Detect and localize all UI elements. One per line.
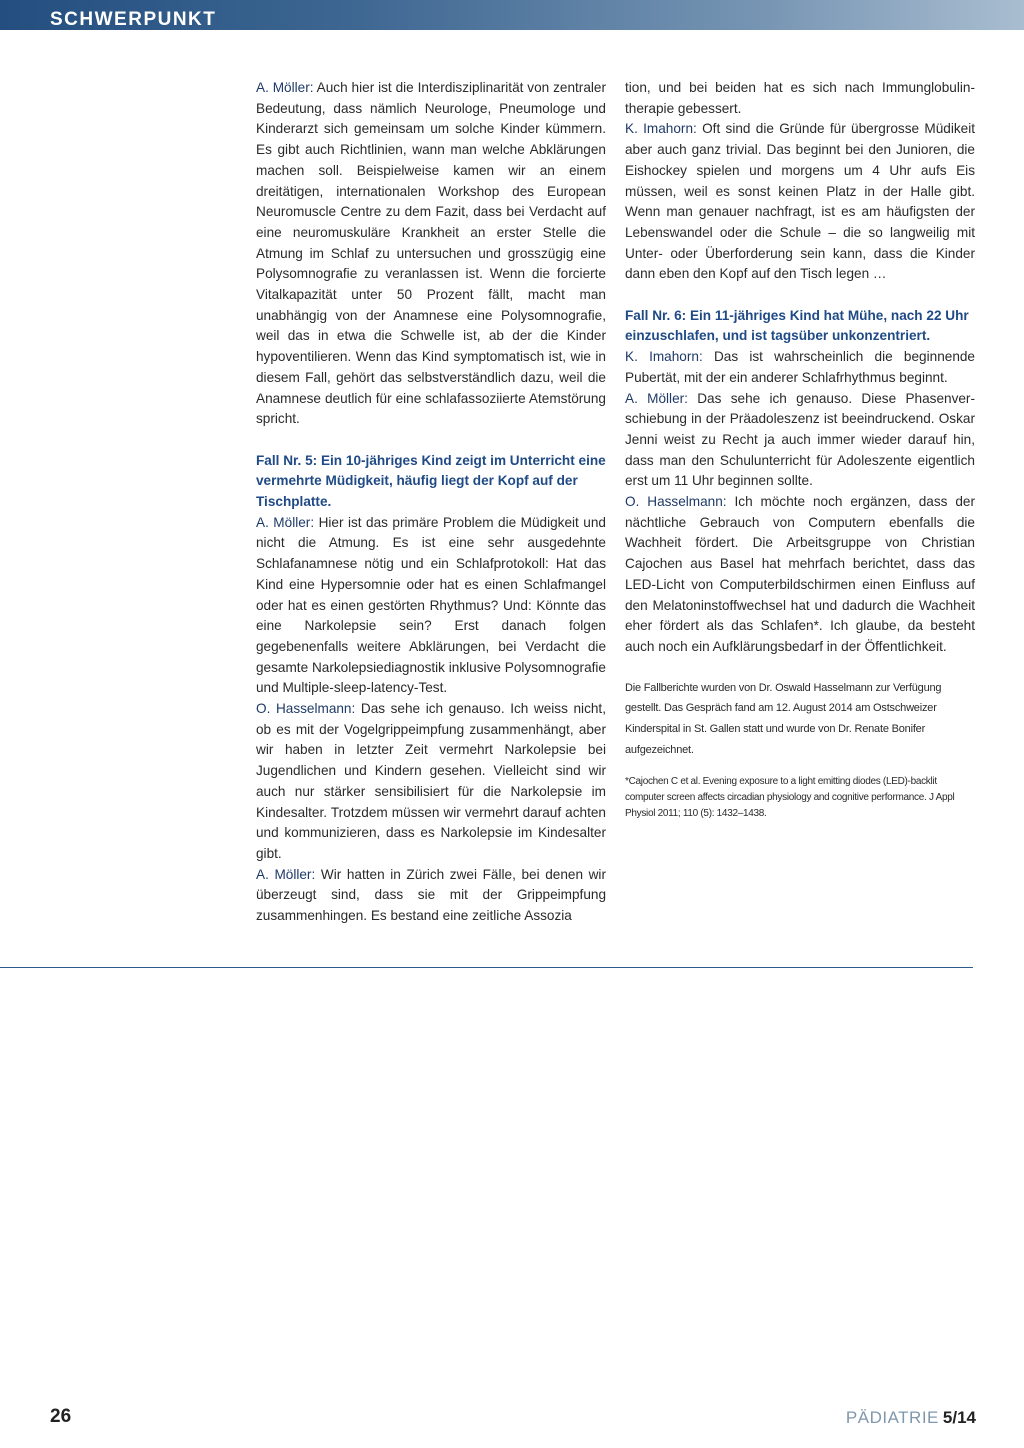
- paragraph: [625, 492, 975, 658]
- paragraph-text: Wir hatten in Zürich zwei Fälle, bei denen wir überzeugt sind, dass sie mit der Grippeimpfung zusammenhingen. Es bestand eine zeitliche Assozia: [256, 866, 606, 924]
- speaker-name: O. Hasselmann:: [625, 494, 727, 510]
- paragraph-text: tion, und bei beiden hat es sich nach Immunglobulintherapie gebessert.: [625, 80, 975, 116]
- journal-brand: [846, 1408, 976, 1428]
- case-heading: Fall Nr. 6: Ein 11-jähriges Kind hat Mühe, nach 22 Uhr einzuschlafen, und ist tagsüber unkonzentriert.: [625, 307, 969, 344]
- article-column-left: [256, 78, 606, 927]
- paragraph-text: Oft sind die Gründe für übergrosse Müdikeit aber auch ganz trivial. Das beginnt bei den Junioren, die Eishockey spielen und morgens um 4 Uhr aufs Eis müssen, weil es sonst keinen Platz in der Halle gibt. Wenn man genauer nachfragt, ist es am häufigsten der Lebenswandel oder die Schule – die so langweilig mit Unter- oder Überforderung sein kann, dass die Kinder dann eben den Kopf auf den Tisch legen …: [625, 121, 975, 282]
- speaker-name: A. Möller:: [256, 866, 316, 882]
- paragraph: [256, 699, 606, 865]
- paragraph-text: Das ist wahrscheinlich die beginnende Pubertät, mit der ein anderer Schlafrhythmus beginnt.: [625, 349, 975, 385]
- paragraph-text: Das sehe ich genauso. Diese Phasenverschiebung in der Präadoleszenz ist beeindruckend. Oskar Jenni weist zu Recht ja auch immer wieder darauf hin, dass man den Schulunterricht für Adoleszente eigentlich erst um 11 Uhr beginnen sollte.: [625, 390, 975, 489]
- journal-name: PÄDIATRIE: [845, 1408, 939, 1427]
- divider-rule: [0, 967, 973, 968]
- page-number: 26: [50, 1406, 72, 1427]
- speaker-name: A. Möller:: [256, 514, 315, 530]
- header-bar: [0, 0, 1024, 30]
- speaker-name: O. Hasselmann:: [256, 701, 356, 717]
- paragraph: [625, 78, 975, 119]
- paragraph: [256, 513, 606, 699]
- paragraph: [625, 389, 975, 493]
- paragraph: [625, 119, 975, 285]
- footnote: *Cajochen C et al. Evening exposure to a light emitting diodes (LED)-backlit computer screen affects circadian physiology and cognitive performance. J Appl Physiol 2011; 110 (5): 1432–1438.: [625, 776, 955, 820]
- case-heading: Fall Nr. 5: Ein 10-jähriges Kind zeigt im Unterricht eine vermehrte Müdigkeit, häufig liegt der Kopf auf der Tischplatte.: [256, 452, 606, 510]
- section-label: SCHWERPUNKT: [50, 9, 217, 30]
- paragraph-text: Das sehe ich genauso. Ich weiss nicht, ob es mit der Vogelgrippeimpfung zusammenhängt, aber wir haben in letzter Zeit vermehrt Narkolepsie bei Jugendlichen und Kindern gesehen. Vielleicht sind wir auch nur stärker sensibilisiert für die Narkolepsie im Kindesalter. Trotzdem müssen wir vermehrt darauf achten und kommunizieren, dass es Narkolepsie im Kindesalter gibt.: [256, 701, 606, 861]
- paragraph-text: Ich möchte noch ergänzen, dass der nächtliche Gebrauch von Computern ebenfalls die Wachheit fördert. Die Arbeitsgruppe von Christian Cajochen aus Basel hat mehrfach berichtet, dass das LED-Licht von Computerbildschirmen einen Einfluss auf den Melatoninstoffwechsel hat und dadurch die Wachheit eher fördert als das Schlafen*. Ich glaube, da besteht auch noch ein Aufklärungsbedarf in der Öffentlichkeit.: [625, 494, 975, 654]
- speaker-name: K. Imahorn:: [625, 121, 697, 137]
- paragraph: [625, 347, 975, 388]
- article-column-right: [625, 78, 975, 822]
- speaker-name: A. Möller:: [256, 80, 314, 95]
- issue-number: 5/14: [942, 1408, 976, 1427]
- paragraph-text: Hier ist das primäre Problem die Müdigkeit und nicht die Atmung. Es ist eine sehr ausgedehnte Schlafanamnese nötig und ein Schlafprotokoll: Hat das Kind eine Hypersomnie oder hat es einen Schlafmangel oder hat es einen gestörten Rhythmus? Und: Könnte das eine Narkolepsie sein? Erst danach folgen gegebenenfalls weitere Abklärungen, bei Verdacht die gesamte Narkolepsiediagnostik inklusive Polysomnografie und Multiple-sleep-latency-Test.: [256, 514, 606, 696]
- paragraph: [256, 865, 606, 927]
- paragraph: [256, 78, 606, 430]
- paragraph-text: Auch hier ist die Interdisziplinarität von zentraler Bedeutung, dass nämlich Neurologe, Pneumologe und Kinderarzt sich gemeinsam um solche Kinder kümmern. Es gibt auch Richtlinien, wann man welche Abklärungen machen soll. Beispielweise kamen wir an einem dreitätigen, internationalen Workshop des European Neuromuscle Centre zu dem Fazit, dass bei Verdacht auf eine neuromuskuläre Krankheit an erster Stelle die Atmung im Schlaf zu untersuchen und grosszügig eine Polysomnografie zu veranlassen ist. Wenn die forcierte Vitalkapazität unter 50 Prozent fällt, macht man unabhängig von der Anamnese eine Polysomnografie, weil das in etwa die Schwelle ist, ab der die Kinder hypoventilieren. Wenn das Kind symptomatisch ist, wie in diesem Fall, gehört das selbstverständlich dazu, weil die Anamnese deutlich für eine schlafassoziierte Atemstörung spricht.: [256, 80, 606, 427]
- speaker-name: A. Möller:: [625, 390, 688, 406]
- speaker-name: K. Imahorn:: [625, 349, 703, 365]
- source-note: Die Fallberichte wurden von Dr. Oswald Hasselmann zur Verfügung gestellt. Das Gespräch fand am 12. August 2014 am Ostschweizer Kinderspital in St. Gallen statt und wurde von Dr. Renate Bonifer aufgezeichnet.: [625, 681, 942, 756]
